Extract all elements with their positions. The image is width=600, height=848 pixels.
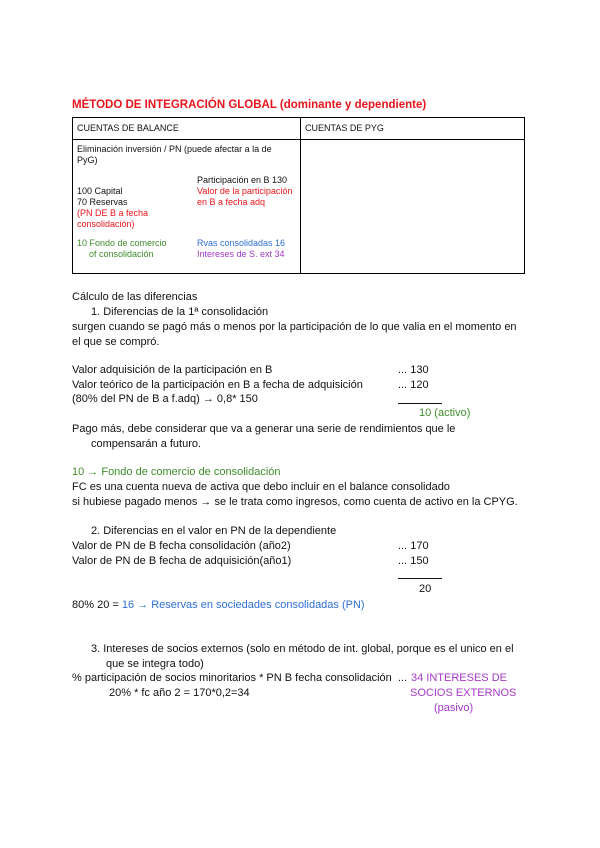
minority-interests-entry: Intereses de S. ext 34 (197, 249, 285, 259)
theoretical-value-calc: (80% del PN de B a f.adq) → 0,8* 150 (72, 393, 258, 405)
goodwill-entry-line-2: of consolidación (89, 249, 154, 259)
goodwill-heading: 10 → Fondo de comercio de consolidación (72, 466, 281, 478)
minority-calc: 20% * fc año 2 = 170*0,2=34 (109, 687, 250, 699)
section-3-heading-line-1: 3. Intereses de socios externos (solo en método de int. global, porque es el unico en el (91, 643, 514, 655)
section-1-heading: 1. Diferencias de la 1ª consolidación (91, 306, 269, 318)
col-header-balance: CUENTAS DE BALANCE (77, 123, 179, 133)
subtraction-line-1 (398, 403, 442, 404)
calc-heading: Cálculo de las diferencias (72, 291, 198, 303)
minority-result-line-1: 34 INTERESES DE (411, 672, 507, 684)
pn-note-line-1: (PN DE B a fecha (77, 208, 149, 218)
goodwill-note-line-1: FC es una cuenta nueva de activa que debo incluir en el balance consolidado (72, 481, 450, 493)
theoretical-value-label: Valor teórico de la participación en B a fecha de adquisición (72, 379, 363, 391)
acquisition-value-label: Valor adquisición de la participación en B (72, 364, 273, 376)
goodwill-note-line-2: si hubiese pagado menos → se le trata como ingresos, como cuenta de activo en la CPYG. (72, 496, 518, 508)
pn-acquisition-value: ... 150 (398, 555, 429, 567)
table-divider (300, 118, 301, 273)
pn-consolidation-label: Valor de PN de B fecha consolidación (año2) (72, 540, 291, 552)
capital-entry: 100 Capital (77, 186, 123, 196)
payment-note-line-1: Pago más, debe considerar que va a generar una serie de rendimientos que le (72, 423, 456, 435)
minority-result-line-2: SOCIOS EXTERNOS (410, 687, 517, 699)
section-2-heading: 2. Diferencias en el valor en PN de la dependiente (91, 525, 337, 537)
minority-formula: % participación de socios minoritarios * PN B fecha consolidación (72, 672, 392, 684)
goodwill-entry-line-1: 10 Fondo de comercio (77, 238, 167, 248)
reserves-calc-prefix: 80% 20 = (72, 599, 122, 611)
elimination-line-1: Eliminación inversión / PN (puede afectar a la de (77, 144, 272, 154)
theoretical-value: ... 120 (398, 379, 429, 391)
elimination-line-2: PyG) (77, 155, 98, 165)
difference-result-1: 10 (activo) (419, 407, 471, 419)
pn-note-line-2: consolidación) (77, 219, 135, 229)
subtraction-line-2 (398, 578, 442, 579)
section-1-paragraph-line-2: el que se compró. (72, 336, 160, 348)
reserves-calc (72, 598, 365, 613)
col-header-pyg: CUENTAS DE PYG (305, 123, 384, 133)
section-3-heading-line-2: que se integra todo) (106, 658, 204, 670)
difference-result-2: 20 (419, 583, 432, 595)
pn-acquisition-label: Valor de PN de B fecha de adquisición(año1) (72, 555, 292, 567)
section-1-paragraph-line-1: surgen cuando se pagó más o menos por la participación de lo que valia en el momento en (72, 321, 517, 333)
minority-result-line-3: (pasivo) (434, 702, 474, 714)
page-title: MÉTODO DE INTEGRACIÓN GLOBAL (dominante y dependiente) (72, 99, 427, 111)
reserves-result: 16 → Reservas en sociedades consolidadas (PN) (121, 599, 365, 611)
minority-dots: ... (398, 672, 408, 684)
participation-value-line-1: Valor de la participación (197, 186, 293, 196)
acquisition-value: ... 130 (398, 364, 429, 376)
reserves-entry: 70 Reservas (77, 197, 128, 207)
consolidated-reserves-entry: Rvas consolidadas 16 (197, 238, 286, 248)
participation-value-line-2: en B a fecha adq (197, 197, 266, 207)
participation-entry: Participación en B 130 (197, 175, 288, 185)
payment-note-line-2: compensarán a futuro. (91, 438, 202, 450)
pn-consolidation-value: ... 170 (398, 540, 429, 552)
